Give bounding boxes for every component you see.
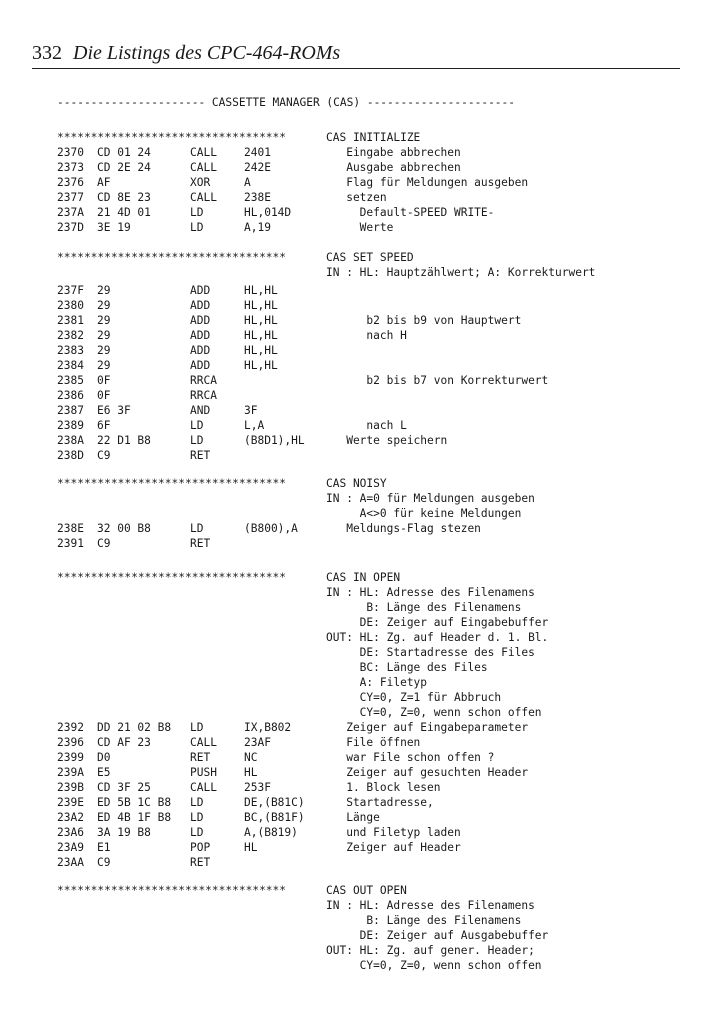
mnemonic: LD <box>190 721 204 734</box>
address: 23A6 <box>57 826 84 839</box>
operand: A,19 <box>244 221 271 234</box>
separator-stars: ********************************** <box>57 251 287 264</box>
opcode-bytes: 0F <box>97 374 111 387</box>
comment: Ausgabe abbrechen <box>326 161 461 174</box>
address: 2391 <box>57 537 84 550</box>
address: 2389 <box>57 419 84 432</box>
comment: b2 bis b9 von Hauptwert <box>326 314 522 327</box>
comment: 1. Block lesen <box>326 781 441 794</box>
address: 237A <box>57 206 84 219</box>
comment: nach L <box>326 419 407 432</box>
address: 2382 <box>57 329 84 342</box>
mnemonic: CALL <box>190 736 217 749</box>
operand: HL,HL <box>244 344 278 357</box>
address: 239E <box>57 796 84 809</box>
mnemonic: ADD <box>190 314 211 327</box>
opcode-bytes: C9 <box>97 537 111 550</box>
mnemonic: PUSH <box>190 766 217 779</box>
operand: (B8D1),HL <box>244 434 305 447</box>
opcode-bytes: 32 00 B8 <box>97 522 151 535</box>
comment: und Filetyp laden <box>326 826 461 839</box>
section-title: ---------------------- CASSETTE MANAGER (CAS) ---------------------- <box>57 96 516 109</box>
address: 2376 <box>57 176 84 189</box>
operand: HL,014D <box>244 206 292 219</box>
mnemonic: LD <box>190 811 204 824</box>
operand: BC,(B81F) <box>244 811 305 824</box>
mnemonic: CALL <box>190 191 217 204</box>
address: 2377 <box>57 191 84 204</box>
mnemonic: ADD <box>190 329 211 342</box>
routine-title: CAS SET SPEED <box>326 251 414 264</box>
operand: 242E <box>244 161 271 174</box>
mnemonic: LD <box>190 206 204 219</box>
operand: HL,HL <box>244 299 278 312</box>
routine-title: CAS OUT OPEN <box>326 884 407 897</box>
operand: DE,(B81C) <box>244 796 305 809</box>
operand: HL,HL <box>244 359 278 372</box>
address: 2386 <box>57 389 84 402</box>
address: 2387 <box>57 404 84 417</box>
opcode-bytes: ED 4B 1F B8 <box>97 811 172 824</box>
opcode-bytes: 3A 19 B8 <box>97 826 151 839</box>
address: 238D <box>57 449 84 462</box>
operand: 23AF <box>244 736 271 749</box>
address: 2380 <box>57 299 84 312</box>
mnemonic: LD <box>190 434 204 447</box>
comment: Zeiger auf Header <box>326 841 461 854</box>
opcode-bytes: C9 <box>97 449 111 462</box>
comment: Eingabe abbrechen <box>326 146 461 159</box>
opcode-bytes: D0 <box>97 751 111 764</box>
comment: CY=0, Z=0, wenn schon offen <box>326 706 542 719</box>
comment: Default-SPEED WRITE- <box>326 206 495 219</box>
comment: BC: Länge des Files <box>326 661 488 674</box>
mnemonic: LD <box>190 522 204 535</box>
opcode-bytes: CD 8E 23 <box>97 191 151 204</box>
address: 23A2 <box>57 811 84 824</box>
address: 23AA <box>57 856 84 869</box>
comment: b2 bis b7 von Korrekturwert <box>326 374 549 387</box>
comment: B: Länge des Filenamens <box>326 914 522 927</box>
address: 239B <box>57 781 84 794</box>
separator-stars: ********************************** <box>57 131 287 144</box>
address: 2385 <box>57 374 84 387</box>
operand: A,(B819) <box>244 826 298 839</box>
operand: 253F <box>244 781 271 794</box>
opcode-bytes: CD 2E 24 <box>97 161 151 174</box>
operand: HL,HL <box>244 314 278 327</box>
comment: OUT: HL: Zg. auf Header d. 1. Bl. <box>326 631 549 644</box>
operand: NC <box>244 751 258 764</box>
opcode-bytes: 29 <box>97 299 111 312</box>
opcode-bytes: ED 5B 1C B8 <box>97 796 172 809</box>
comment: Zeiger auf gesuchten Header <box>326 766 529 779</box>
routine-title: CAS INITIALIZE <box>326 131 421 144</box>
mnemonic: RRCA <box>190 389 217 402</box>
operand: L,A <box>244 419 265 432</box>
address: 238E <box>57 522 84 535</box>
comment: Werte <box>326 221 394 234</box>
operand: (B800),A <box>244 522 298 535</box>
mnemonic: CALL <box>190 781 217 794</box>
mnemonic: LD <box>190 221 204 234</box>
opcode-bytes: C9 <box>97 856 111 869</box>
opcode-bytes: 29 <box>97 344 111 357</box>
comment: A: Filetyp <box>326 676 428 689</box>
comment: nach H <box>326 329 407 342</box>
comment: setzen <box>326 191 387 204</box>
address: 237F <box>57 284 84 297</box>
opcode-bytes: 3E 19 <box>97 221 131 234</box>
operand: HL,HL <box>244 329 278 342</box>
opcode-bytes: E5 <box>97 766 111 779</box>
opcode-bytes: CD AF 23 <box>97 736 151 749</box>
opcode-bytes: 21 4D 01 <box>97 206 151 219</box>
mnemonic: ADD <box>190 344 211 357</box>
comment: IN : A=0 für Meldungen ausgeben <box>326 492 535 505</box>
operand: HL <box>244 766 258 779</box>
comment: IN : HL: Adresse des Filenamens <box>326 586 535 599</box>
mnemonic: RET <box>190 856 211 869</box>
opcode-bytes: 29 <box>97 314 111 327</box>
operand: IX,B802 <box>244 721 292 734</box>
separator-stars: ********************************** <box>57 571 287 584</box>
operand: A <box>244 176 251 189</box>
comment: A<>0 für keine Meldungen <box>326 507 522 520</box>
address: 2370 <box>57 146 84 159</box>
opcode-bytes: 29 <box>97 329 111 342</box>
address: 2383 <box>57 344 84 357</box>
comment: B: Länge des Filenamens <box>326 601 522 614</box>
opcode-bytes: CD 3F 25 <box>97 781 151 794</box>
comment: Flag für Meldungen ausgeben <box>326 176 529 189</box>
address: 2396 <box>57 736 84 749</box>
opcode-bytes: DD 21 02 B8 <box>97 721 172 734</box>
routine-title: CAS NOISY <box>326 477 387 490</box>
comment: IN : HL: Hauptzählwert; A: Korrekturwert <box>326 266 596 279</box>
page-header <box>32 42 680 70</box>
operand: HL <box>244 841 258 854</box>
opcode-bytes: E1 <box>97 841 111 854</box>
opcode-bytes: 6F <box>97 419 111 432</box>
comment: CY=0, Z=0, wenn schon offen <box>326 959 542 972</box>
comment: Startadresse, <box>326 796 434 809</box>
comment: DE: Startadresse des Files <box>326 646 535 659</box>
page-title: Die Listings des CPC-464-ROMs <box>73 42 341 64</box>
opcode-bytes: 29 <box>97 284 111 297</box>
address: 238A <box>57 434 84 447</box>
mnemonic: ADD <box>190 359 211 372</box>
address: 239A <box>57 766 84 779</box>
address: 2392 <box>57 721 84 734</box>
comment: IN : HL: Adresse des Filenamens <box>326 899 535 912</box>
mnemonic: XOR <box>190 176 211 189</box>
routine-title: CAS IN OPEN <box>326 571 401 584</box>
separator-stars: ********************************** <box>57 884 287 897</box>
opcode-bytes: 22 D1 B8 <box>97 434 151 447</box>
address: 23A9 <box>57 841 84 854</box>
mnemonic: LD <box>190 796 204 809</box>
opcode-bytes: AF <box>97 176 111 189</box>
opcode-bytes: 29 <box>97 359 111 372</box>
opcode-bytes: CD 01 24 <box>97 146 151 159</box>
comment: Werte speichern <box>326 434 448 447</box>
comment: OUT: HL: Zg. auf gener. Header; <box>326 944 535 957</box>
mnemonic: RET <box>190 751 211 764</box>
operand: 3F <box>244 404 258 417</box>
separator-stars: ********************************** <box>57 477 287 490</box>
mnemonic: POP <box>190 841 211 854</box>
comment: Länge <box>326 811 380 824</box>
comment: Zeiger auf Eingabeparameter <box>326 721 529 734</box>
operand: HL,HL <box>244 284 278 297</box>
mnemonic: LD <box>190 826 204 839</box>
operand: 2401 <box>244 146 271 159</box>
address: 237D <box>57 221 84 234</box>
opcode-bytes: 0F <box>97 389 111 402</box>
mnemonic: RET <box>190 537 211 550</box>
address: 2384 <box>57 359 84 372</box>
mnemonic: CALL <box>190 161 217 174</box>
address: 2381 <box>57 314 84 327</box>
mnemonic: RET <box>190 449 211 462</box>
operand: 238E <box>244 191 271 204</box>
mnemonic: LD <box>190 419 204 432</box>
mnemonic: AND <box>190 404 211 417</box>
opcode-bytes: E6 3F <box>97 404 131 417</box>
comment: File öffnen <box>326 736 421 749</box>
page-number: 332 <box>32 42 62 64</box>
comment: DE: Zeiger auf Eingabebuffer <box>326 616 549 629</box>
address: 2373 <box>57 161 84 174</box>
comment: Meldungs-Flag stezen <box>326 522 481 535</box>
address: 2399 <box>57 751 84 764</box>
header-rule <box>32 68 680 69</box>
mnemonic: ADD <box>190 284 211 297</box>
mnemonic: ADD <box>190 299 211 312</box>
comment: DE: Zeiger auf Ausgabebuffer <box>326 929 549 942</box>
mnemonic: RRCA <box>190 374 217 387</box>
comment: CY=0, Z=1 für Abbruch <box>326 691 502 704</box>
mnemonic: CALL <box>190 146 217 159</box>
comment: war File schon offen ? <box>326 751 495 764</box>
